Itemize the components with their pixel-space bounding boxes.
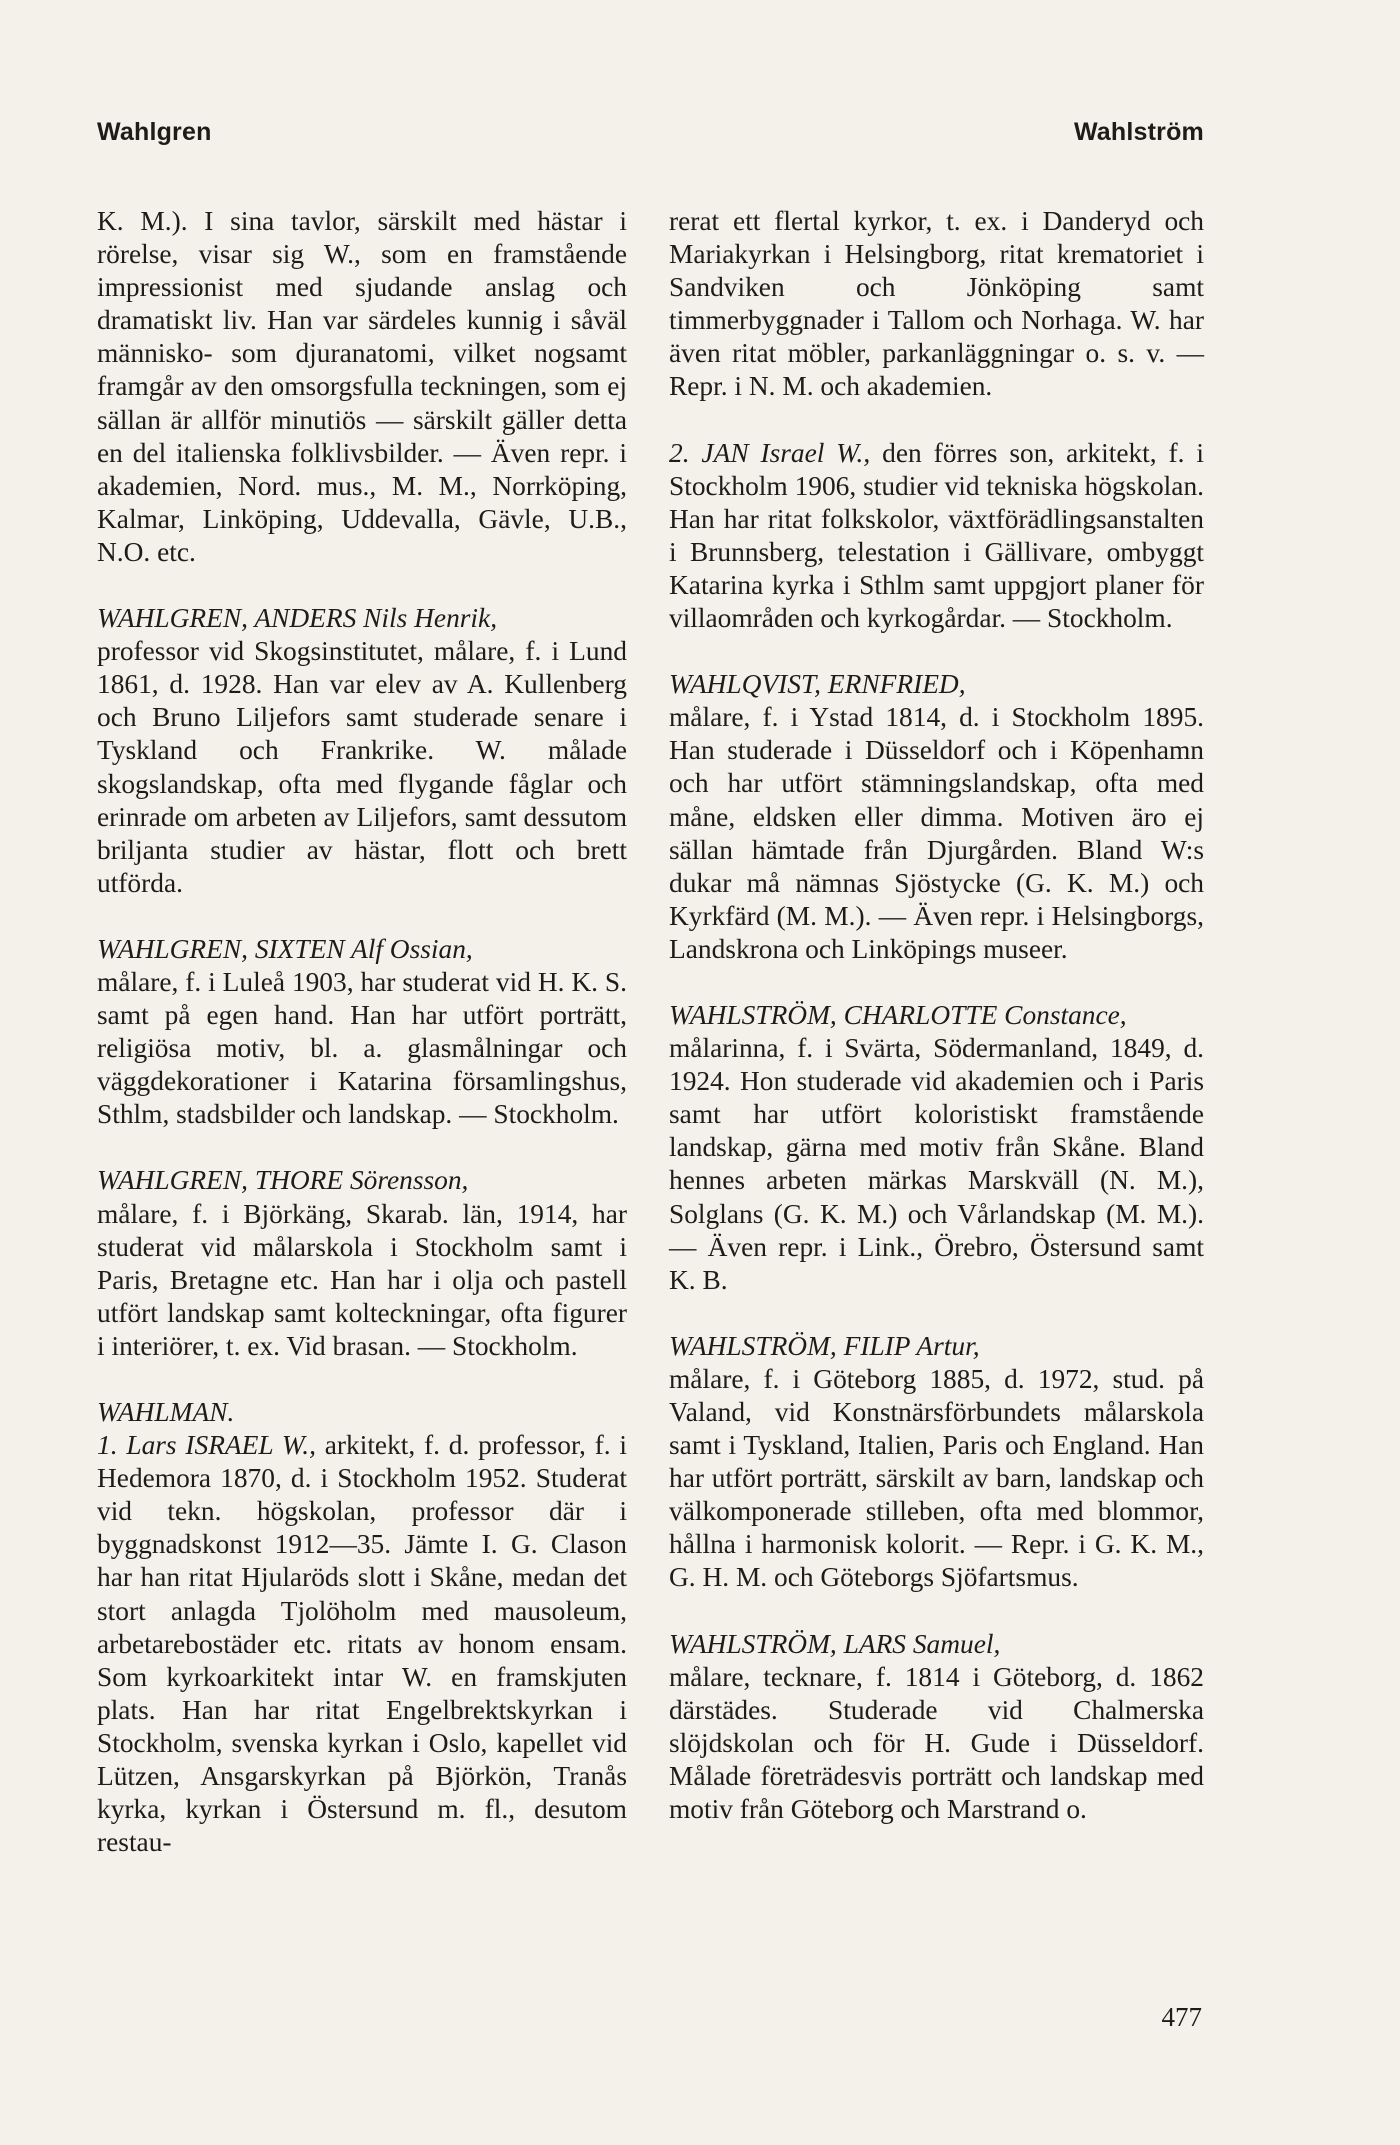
left-column [97,205,627,1892]
entry-headword: WAHLSTRÖM, LARS Samuel, [669,1628,1001,1659]
entry-continuation [97,205,627,569]
entry-text: K. M.). I sina tavlor, särskilt med hästar i rörelse, visar sig W., som en framstående impressionist med sjudande anslag och dramatiskt liv. Han var särdeles kunnig i såväl människo- som djuranatomi, vilket nogsamt framgår av den omsorgsfulla teckningen, som ej sällan är allför minutiös — särskilt gäller detta en del italienska folklivsbilder. — Även repr. i akademien, Nord. mus., M. M., Norrköping, Kalmar, Linköping, Uddevalla, Gävle, U.B., N.O. etc. [97,206,627,567]
entry-text: målare, tecknare, f. 1814 i Göteborg, d. 1862 därstädes. Studerade vid Chalmerska slöjdskolan och för H. Gude i Düsseldorf. Målade företrädesvis porträtt och landskap med motiv från Göteborg och Marstrand o. [669,1661,1204,1825]
running-head-left: Wahlgren [97,118,212,146]
entry-headword: 1. Lars ISRAEL W., [97,1430,316,1461]
entry-wahlgren-anders [97,602,627,900]
entry-wahlstrom-lars [669,1628,1204,1827]
page-number: 477 [1161,2002,1202,2032]
entry-text: professor vid Skogsinstitutet, målare, f. i Lund 1861, d. 1928. Han var elev av A. Kullenberg och Bruno Liljefors samt studerade senare i Tyskland och Frankrike. W. målade skogslandskap, ofta med flygande fåglar och erinrade om arbeten av Liljefors, samt dessutom briljanta studier av hästar, flott och brett utförda. [97,636,627,898]
entry-wahlstrom-charlotte [669,999,1204,1297]
entry-headword: WAHLGREN, ANDERS Nils Henrik, [97,603,498,634]
entry-text: arkitekt, f. d. professor, f. i Hedemora 1870, d. i Stockholm 1952. Studerat vid tekn. högskolan, professor där i byggnadskonst 1912—35. Jämte I. G. Clason har han ritat Hjularöds slott i Skåne, medan det stort anlagda Tjolöholm med mausoleum, arbetarebostäder etc. ritats av honom ensam. Som kyrkoarkitekt intar W. en framskjuten plats. Han har ritat Engelbrektskyrkan i Stockholm, svenska kyrkan i Oslo, kapellet vid Lützen, Ansgarskyrkan på Björkön, Tranås kyrka, kyrkan i Östersund m. fl., desutom restau- [97,1430,627,1858]
entry-headword: 2. JAN Israel W., [669,437,871,468]
entry-headword: WAHLMAN. [97,1397,235,1427]
entry-text: målare, f. i Ystad 1814, d. i Stockholm 1895. Han studerade i Düsseldorf och i Köpenhamn och har utfört stämningslandskap, ofta med måne, eldsken eller dimma. Motiven äro ej sällan hämtade från Djurgården. Bland W:s dukar må nämnas Sjöstycke (G. K. M.) och Kyrkfärd (M. M.). — Även repr. i Helsingborgs, Landskrona och Linköpings museer. [669,702,1204,964]
entry-headword: WAHLQVIST, ERNFRIED, [669,669,966,700]
entry-continuation [669,205,1204,404]
entry-wahlman-israel [97,1429,627,1859]
entry-wahlqvist-ernfried [669,668,1204,966]
entry-headword: WAHLSTRÖM, CHARLOTTE Constance, [669,999,1127,1030]
entry-headword: WAHLGREN, THORE Sörensson, [97,1165,469,1196]
entry-text: målare, f. i Björkäng, Skarab. län, 1914, har studerat vid målarskola i Stockholm samt i Paris, Bretagne etc. Han har i olja och pastell utfört landskap samt kolteckningar, ofta figurer i interiörer, t. ex. Vid brasan. — Stockholm. [97,1198,627,1361]
entry-text: rerat ett flertal kyrkor, t. ex. i Danderyd och Mariakyrkan i Helsingborg, ritat krematoriet i Sandviken och Jönköping samt timmerbyggnader i Tallom och Norhaga. W. har även ritat möbler, parkanläggningar o. s. v. — Repr. i N. M. och akademien. [669,206,1204,402]
entry-text: målare, f. i Göteborg 1885, d. 1972, stud. på Valand, vid Konstnärsförbundets målarskola samt i Tyskland, Italien, Paris och England. Han har utfört porträtt, särskilt av barn, landskap och välkomponerade stilleben, ofta med blommor, hållna i harmonisk kolorit. — Repr. i G. K. M., G. H. M. och Göteborgs Sjöfartsmus. [669,1363,1204,1593]
entry-headword: WAHLSTRÖM, FILIP Artur, [669,1330,980,1361]
entry-text: den förres son, arkitekt, f. i Stockholm 1906, studier vid tekniska högskolan. Han har ritat folkskolor, växtförädlingsanstalten i Brunnsberg, telestation i Gällivare, ombyggt Katarina kyrka i Sthlm samt uppgjort planer för villaområden och kyrkogårdar. — Stockholm. [669,437,1204,634]
entry-wahlman [97,1396,627,1429]
entry-wahlgren-sixten [97,933,627,1132]
entry-text: målare, f. i Luleå 1903, har studerat vid H. K. S. samt på egen hand. Han har utfört porträtt, religiösa motiv, bl. a. glasmålningar och väggdekorationer i Katarina församlingshus, Sthlm, stadsbilder och landskap. — Stockholm. [97,966,627,1130]
entry-wahlstrom-filip [669,1330,1204,1595]
running-head-right: Wahlström [1073,118,1204,146]
entry-text: målarinna, f. i Svärta, Södermanland, 1849, d. 1924. Hon studerade vid akademien och i Paris samt har utfört koloristiskt framstående landskap, gärna med motiv från Skåne. Bland hennes arbeten märkas Marskväll (N. M.), Solglans (G. K. M.) och Vårlandskap (M. M.). — Även repr. i Link., Örebro, Östersund samt K. B. [669,1033,1204,1295]
entry-headword: WAHLGREN, SIXTEN Alf Ossian, [97,933,473,964]
entry-wahlgren-thore [97,1164,627,1363]
entry-wahlman-jan [669,437,1204,636]
right-column [669,205,1204,1859]
